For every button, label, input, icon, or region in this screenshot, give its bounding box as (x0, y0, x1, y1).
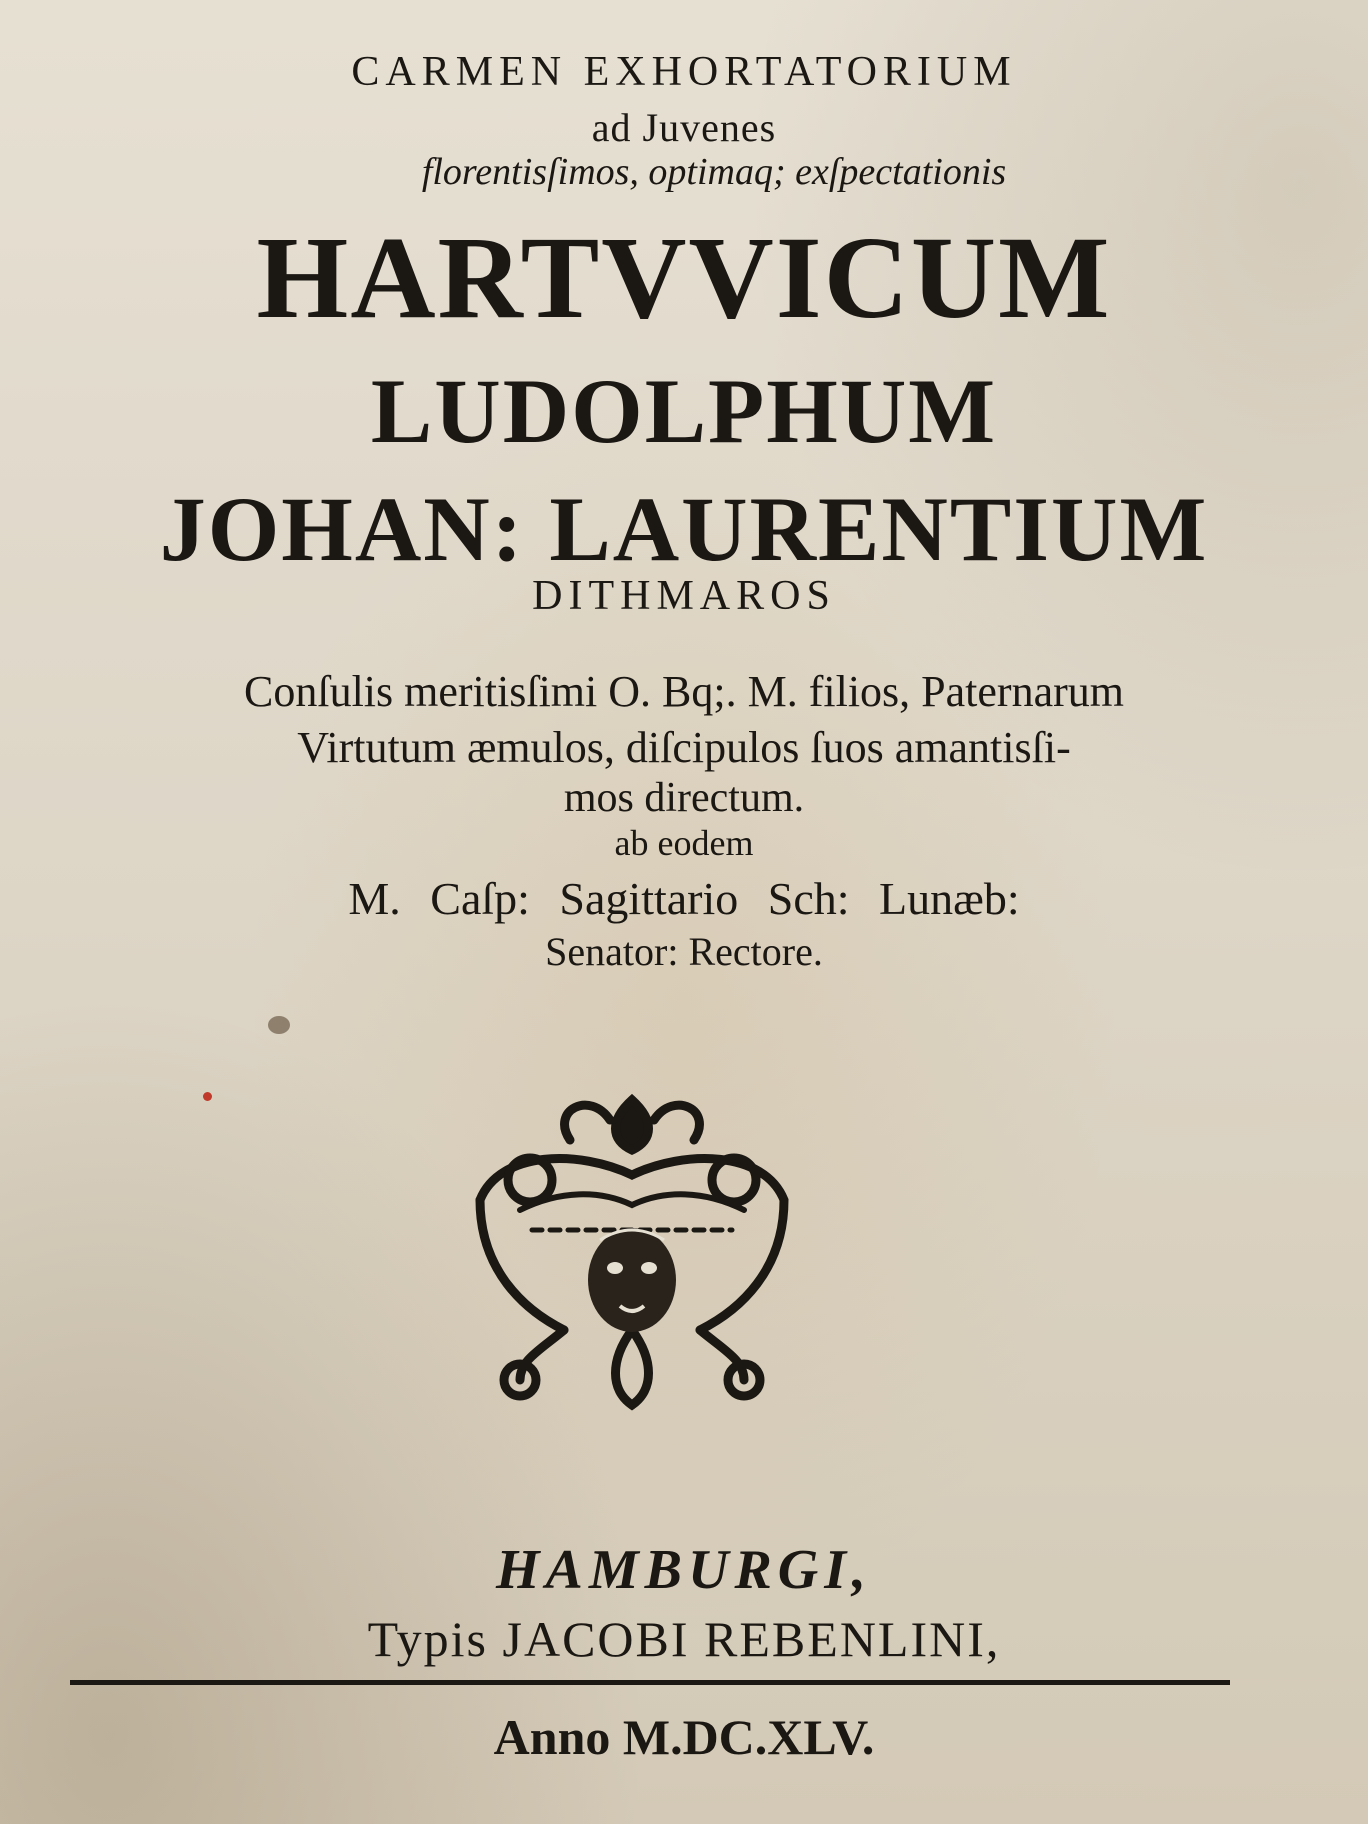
place-hamburgi: HAMBURGI, (495, 1539, 873, 1601)
title-heading: CARMEN EXHORTATORIUM (351, 49, 1017, 95)
imprint-rule (70, 1680, 1230, 1685)
author-title: Senator: Rectore. (545, 929, 823, 974)
epithet-line: florentisſimos, optimaq; exſpectationis (421, 151, 1007, 193)
name-johan-laurentium: JOHAN: LAURENTIUM (159, 478, 1209, 580)
name-ludolphum: LUDOLPHUM (370, 360, 998, 462)
description-line-2: Virtutum æmulos, diſcipulos ſuos amantisſi- (297, 723, 1071, 772)
printer-line: Typis JACOBI REBENLINI, (367, 1611, 1001, 1667)
by-line: ab eodem (614, 823, 754, 863)
red-ink-speck (203, 1092, 212, 1101)
year-line: Anno M.DC.XLV. (493, 1709, 875, 1765)
description-line-3: mos directum. (563, 775, 805, 821)
description-line-1: Conſulis meritisſimi O. Bq;. M. filios, Paternarum (244, 667, 1124, 716)
foxing-spot (268, 1016, 290, 1034)
author-line: M. Caſp: Sagittario Sch: Lunæb: (348, 873, 1020, 924)
printer-ornament-icon (460, 1080, 804, 1420)
surname-dithmaros: DITHMAROS (532, 573, 836, 619)
name-hartvvicum: HARTVVICUM (256, 212, 1112, 343)
addressee-line: ad Juvenes (591, 105, 777, 150)
